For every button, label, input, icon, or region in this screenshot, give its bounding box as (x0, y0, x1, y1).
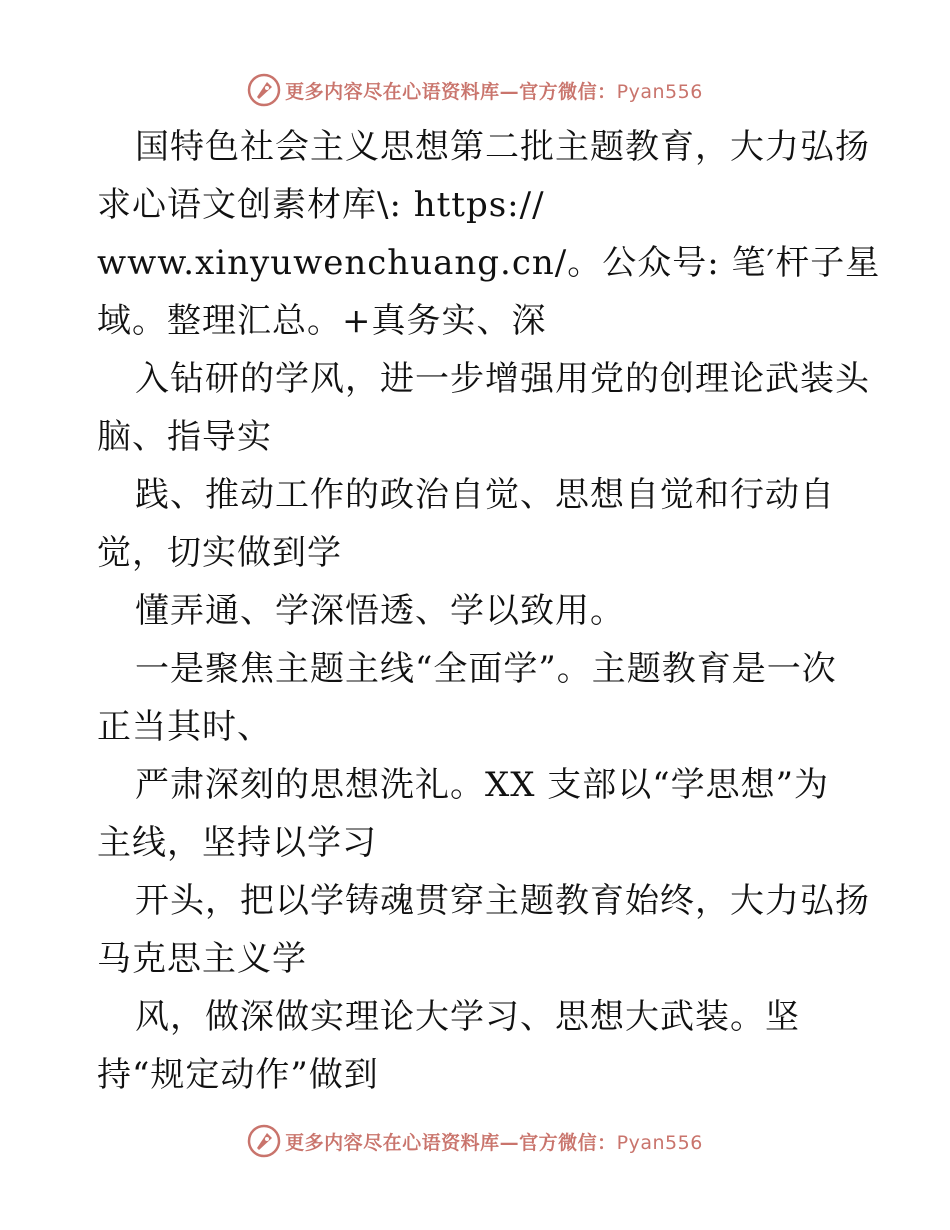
text-line: 入钻研的学风，进一步增强用党的创理论武装头 (135, 359, 870, 399)
text-line: 域。整理汇总。+真务实、深 (97, 301, 547, 341)
text-line: 觉，切实做到学 (97, 533, 342, 573)
text-line: 严肃深刻的思想洗礼。XX 支部以“学思想”为 (135, 765, 829, 805)
watermark-text: 更多内容尽在心语资料库—官方微信： (285, 1131, 617, 1154)
pen-nib-seal-icon (247, 73, 281, 107)
footer-watermark (0, 1124, 950, 1158)
text-line: 践、推动工作的政治自觉、思想自觉和行动自 (135, 475, 835, 515)
watermark-id: Pyan556 (616, 80, 703, 103)
text-line: 正当其时、 (97, 707, 272, 747)
document-body (97, 118, 887, 1104)
text-line: 主线，坚持以学习 (97, 823, 377, 863)
watermark-id: Pyan556 (616, 1131, 703, 1154)
text-line: 开头，把以学铸魂贯穿主题教育始终，大力弘扬 (135, 881, 870, 921)
text-line: 风，做深做实理论大学习、思想大武装。坚 (135, 997, 800, 1037)
text-line: 求心语文创素材库\: https:// (97, 185, 545, 225)
text-line: 脑、指导实 (97, 417, 272, 457)
text-line: 懂弄通、学深悟透、学以致用。 (135, 591, 625, 631)
text-line: www.xinyuwenchuang.cn/。公众号: 笔′杆子星 (97, 243, 881, 283)
text-line: 国特色社会主义思想第二批主题教育，大力弘扬 (135, 127, 870, 167)
pen-nib-seal-icon (247, 1124, 281, 1158)
text-line: 持“规定动作”做到 (97, 1055, 379, 1095)
watermark-text: 更多内容尽在心语资料库—官方微信： (285, 80, 617, 103)
text-line: 一是聚焦主题主线“全面学”。主题教育是一次 (135, 649, 837, 689)
header-watermark (0, 73, 950, 107)
text-line: 马克思主义学 (97, 939, 307, 979)
